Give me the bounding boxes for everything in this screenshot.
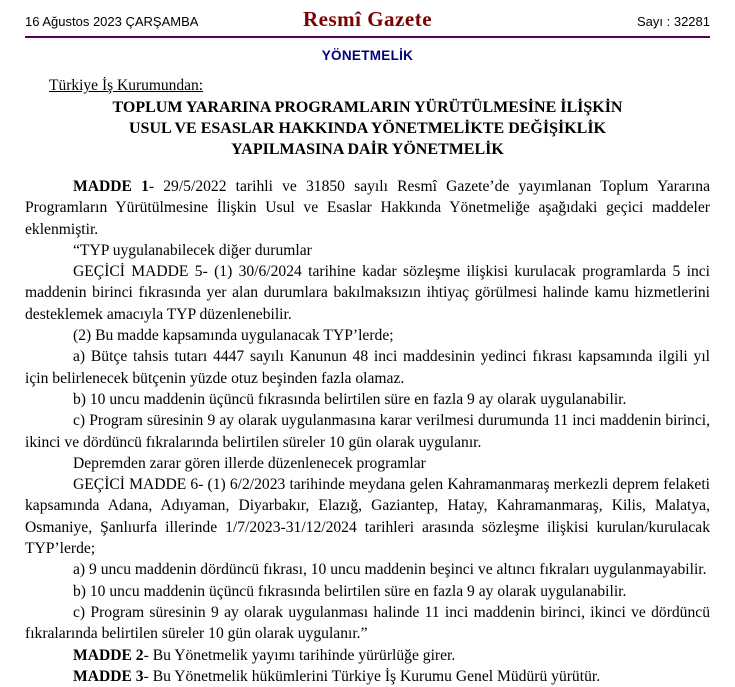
paragraph-text: (2) Bu madde kapsamında uygulanacak TYP’lerde; (73, 327, 394, 345)
paragraph-text: c) Program süresinin 9 ay olarak uygulanmasına karar verilmesi durumunda 11 inci maddenin birinci, ikinci ve dördüncü fıkralarında belirtilen süreler 10 gün olarak uygulanır. (25, 412, 710, 451)
body-paragraph (25, 240, 710, 261)
gazette-header (0, 0, 735, 32)
body-paragraph (25, 581, 710, 602)
body-paragraph (25, 325, 710, 346)
article-label: MADDE 3 (73, 667, 144, 685)
body-paragraph (25, 559, 710, 580)
regulation-title-line-3: YAPILMASINA DAİR YÖNETMELİK (231, 141, 504, 158)
issuing-authority-line (25, 77, 710, 95)
body-paragraph (25, 410, 710, 453)
regulation-title-line-2: USUL VE ESASLAR HAKKINDA YÖNETMELİKTE DEĞİŞİKLİK (128, 120, 606, 137)
body-paragraph (25, 389, 710, 410)
paragraph-text: - Bu Yönetmelik hükümlerini Türkiye İş Kurumu Genel Müdürü yürütür. (143, 667, 601, 685)
header-issue-number: Sayı : 32281 (637, 14, 710, 29)
regulation-title-line-1: TOPLUM YARARINA PROGRAMLARIN YÜRÜTÜLMESİNE İLİŞKİN (112, 99, 623, 116)
paragraph-text: c) Program süresinin 9 ay olarak uygulanması halinde 11 inci maddenin birinci, ikinci ve dördüncü fıkralarında belirtilen süreler 10 gün olarak uygulanır.” (25, 603, 710, 643)
paragraph-text: - 29/5/2022 tarihli ve 31850 sayılı Resmî Gazete’de yayımlanan Toplum Yararına Programların Yürütülmesine İlişkin Usul ve Esaslar Hakkında Yönetmeliğe aşağıdaki geçici maddeler eklenmiştir. (25, 178, 711, 238)
header-date: 16 Ağustos 2023 ÇARŞAMBA (25, 14, 199, 29)
body-paragraph (25, 666, 710, 687)
paragraph-text: b) 10 uncu maddenin üçüncü fıkrasında belirtilen süre en fazla 9 ay olarak uygulanabilir. (73, 582, 627, 600)
paragraph-text: “TYP uygulanabilecek diğer durumlar (73, 241, 312, 259)
body-paragraph (25, 453, 710, 474)
body-paragraph (25, 176, 710, 240)
body-paragraph (25, 602, 710, 645)
regulation-title (25, 97, 710, 160)
article-label: MADDE 1 (73, 178, 149, 195)
body-paragraph (25, 645, 710, 666)
paragraph-text: GEÇİCİ MADDE 5- (1) 30/6/2024 tarihine kadar sözleşme ilişkisi kurulacak programlarda 5 inci maddenin birinci fıkrasında yer alan durumlara bakılmaksızın ihtiyaç görülmesi halinde kamu hizmetlerini desteklemek amacıyla TYP düzenlenebilir. (25, 263, 710, 323)
paragraph-text: GEÇİCİ MADDE 6- (1) 6/2/2023 tarihinde meydana gelen Kahramanmaraş merkezli deprem felaketi kapsamında Adana, Adıyaman, Diyarbakır, Elazığ, Gaziantep, Hatay, Kahramanmaraş, Kilis, Malatya, Osmaniye, Şanlıurfa illerinde 1/7/2023-31/12/2024 tarihleri arasında sözleşme ilişkisi kurulan/kurulacak TYP’lerde; (25, 476, 710, 558)
paragraph-text: b) 10 uncu maddenin üçüncü fıkrasında belirtilen süre en fazla 9 ay olarak uygulanabilir. (73, 390, 627, 408)
body-paragraph (25, 474, 710, 559)
paragraph-text: a) 9 uncu maddenin dördüncü fıkrası, 10 uncu maddenin beşinci ve altıncı fıkraları uygulanmayabilir. (73, 561, 707, 579)
regulation-body (25, 176, 710, 687)
masthead-title: Resmî Gazete (302, 7, 433, 31)
section-heading: YÖNETMELİK (321, 48, 414, 63)
header-rule (25, 36, 710, 38)
document-content (0, 77, 735, 687)
paragraph-text: - Bu Yönetmelik yayımı tarihinde yürürlüğe girer. (143, 646, 456, 664)
paragraph-text: a) Bütçe tahsis tutarı 4447 sayılı Kanunun 48 inci maddesinin yedinci fıkrası kapsamında ilgili yıl için belirlenecek bütçenin yüzde otuz beşinden fazla olamaz. (25, 348, 710, 387)
body-paragraph (25, 261, 710, 325)
paragraph-text: Depremden zarar gören illerde düzenlenecek programlar (73, 454, 426, 472)
body-paragraph (25, 346, 710, 389)
issuing-authority-text: Türkiye İş Kurumundan: (49, 77, 204, 94)
article-label: MADDE 2 (73, 646, 144, 664)
